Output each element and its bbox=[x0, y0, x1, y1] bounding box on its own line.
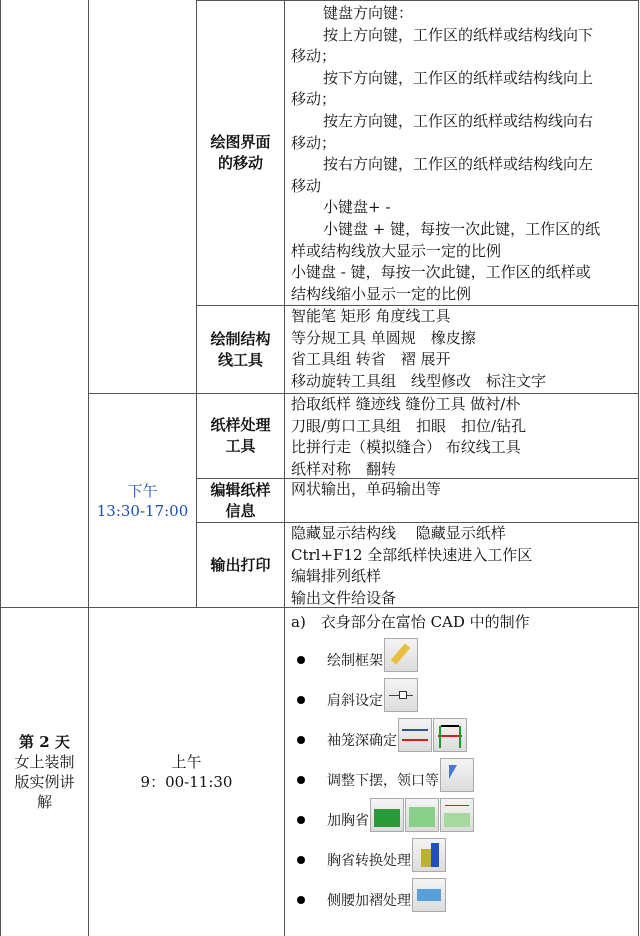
topic-label: 绘制结构线工具 bbox=[210, 329, 271, 369]
bullet-icon bbox=[297, 696, 305, 704]
dart-transfer-icon bbox=[412, 838, 446, 872]
day-cell-empty bbox=[0, 0, 89, 608]
content-line: 小键盘+ - bbox=[323, 198, 391, 217]
item-label: 调整下摆，领口等 bbox=[327, 773, 439, 789]
topic-label: 输出打印 bbox=[210, 555, 271, 574]
day-label: 第 2 天 bbox=[19, 733, 70, 751]
topic-cell bbox=[196, 305, 285, 394]
content-line: 小键盘 - 键，每按一次此键，工作区的纸样或 bbox=[291, 263, 591, 282]
session-time: 9：00-11:30 bbox=[140, 773, 233, 791]
content-line: 输出文件给设备 bbox=[291, 588, 397, 607]
session-cell-empty bbox=[88, 0, 197, 394]
item-label: 绘制框架 bbox=[327, 653, 383, 669]
topic-label: 绘图界面的移动 bbox=[210, 133, 271, 172]
content-cell bbox=[284, 305, 639, 394]
bullet-icon bbox=[297, 896, 305, 904]
content-line: 移动 bbox=[291, 176, 322, 195]
content-line: 拾取纸样 缝迹线 缝份工具 做衬/朴 bbox=[291, 395, 521, 413]
angle-line-tool-icon bbox=[384, 678, 418, 712]
topic-cell bbox=[196, 522, 285, 608]
content-line: 比拼行走（模拟缝合） 布纹线工具 bbox=[291, 438, 521, 457]
bullet-item bbox=[291, 832, 632, 872]
content-line: 移动旋转工具组 线型修改 标注文字 bbox=[291, 371, 547, 390]
topic-cell bbox=[196, 478, 285, 523]
content-line: 刀眼/剪口工具组 扣眼 扣位/钻孔 bbox=[291, 416, 527, 435]
content-line: 等分规工具 单圆规 橡皮擦 bbox=[291, 328, 476, 347]
content-line: 键盘方向键： bbox=[323, 4, 414, 22]
content-cell bbox=[284, 478, 639, 523]
topic-cell bbox=[196, 393, 285, 479]
item-label: 肩斜设定 bbox=[327, 693, 383, 709]
content-line: 按左方向键，工作区的纸样或结构线向右 bbox=[323, 111, 594, 130]
content-line: 按下方向键，工作区的纸样或结构线向上 bbox=[323, 68, 594, 87]
section-heading: a) 衣身部分在富怡 CAD 中的制作 bbox=[291, 613, 530, 631]
item-label: 胸省转换处理 bbox=[327, 853, 411, 869]
day2-content-cell bbox=[284, 607, 639, 936]
session-label: 上午 bbox=[171, 753, 202, 771]
content-line: 编辑排列纸样 bbox=[291, 567, 382, 586]
content-line: 移动； bbox=[291, 90, 337, 109]
content-line: Ctrl+F12 全部纸样快速进入工作区 bbox=[291, 545, 533, 564]
content-line: 隐藏显示结构线 隐藏显示纸样 bbox=[291, 524, 506, 542]
bullet-item bbox=[291, 872, 632, 912]
bullet-icon bbox=[297, 736, 305, 744]
content-line: 智能笔 矩形 角度线工具 bbox=[291, 307, 451, 325]
bullet-item bbox=[291, 632, 632, 672]
bullet-icon bbox=[297, 816, 305, 824]
pencil-tool-icon bbox=[384, 638, 418, 672]
content-line: 小键盘 + 键，每按一次此键，工作区的纸 bbox=[323, 219, 601, 238]
parallel-lines-icon bbox=[398, 718, 432, 752]
bullet-icon bbox=[297, 856, 305, 864]
bullet-icon bbox=[297, 656, 305, 664]
pleat-tool-icon bbox=[412, 878, 446, 912]
content-line: 移动； bbox=[291, 133, 337, 152]
bullet-item bbox=[291, 792, 632, 832]
content-line: 结构线缩小显示一定的比例 bbox=[291, 284, 472, 303]
content-line: 按右方向键，工作区的纸样或结构线向左 bbox=[323, 155, 594, 174]
content-line: 纸样对称 翻转 bbox=[291, 459, 397, 478]
item-label: 侧腰加褶处理 bbox=[327, 893, 411, 909]
dart-expand-icon bbox=[440, 798, 474, 832]
session-label: 下午 bbox=[127, 481, 158, 500]
topic-label: 纸样处理工具 bbox=[210, 416, 271, 455]
content-cell bbox=[284, 393, 639, 479]
dart-tool-icon bbox=[370, 798, 404, 832]
bullet-item bbox=[291, 752, 632, 792]
select-arrow-icon bbox=[440, 758, 474, 792]
day2-cell bbox=[0, 607, 89, 936]
content-line: 移动； bbox=[291, 47, 337, 66]
dart-cut-icon bbox=[405, 798, 439, 832]
course-title: 女上装制版实例讲解 bbox=[14, 753, 75, 811]
bullet-icon bbox=[297, 776, 305, 784]
item-label: 加胸省 bbox=[327, 813, 369, 829]
content-line: 按上方向键，工作区的纸样或结构线向下 bbox=[323, 25, 594, 44]
trapezoid-frame-icon bbox=[433, 718, 467, 752]
content-line: 样或结构线放大显示一定的比例 bbox=[291, 241, 502, 260]
topic-label: 编辑纸样信息 bbox=[210, 480, 271, 520]
content-line: 省工具组 转省 褶 展开 bbox=[291, 350, 451, 369]
topic-cell bbox=[196, 0, 285, 306]
bullet-item bbox=[291, 672, 632, 712]
session-time: 13:30-17:00 bbox=[96, 501, 189, 520]
bullet-item bbox=[291, 712, 632, 752]
afternoon-session-cell bbox=[88, 393, 197, 608]
item-label: 袖笼深确定 bbox=[327, 733, 397, 749]
morning-session-cell bbox=[88, 607, 285, 936]
content-line: 网状输出，单码输出等 bbox=[291, 480, 442, 498]
content-cell bbox=[284, 0, 639, 306]
content-cell bbox=[284, 522, 639, 608]
